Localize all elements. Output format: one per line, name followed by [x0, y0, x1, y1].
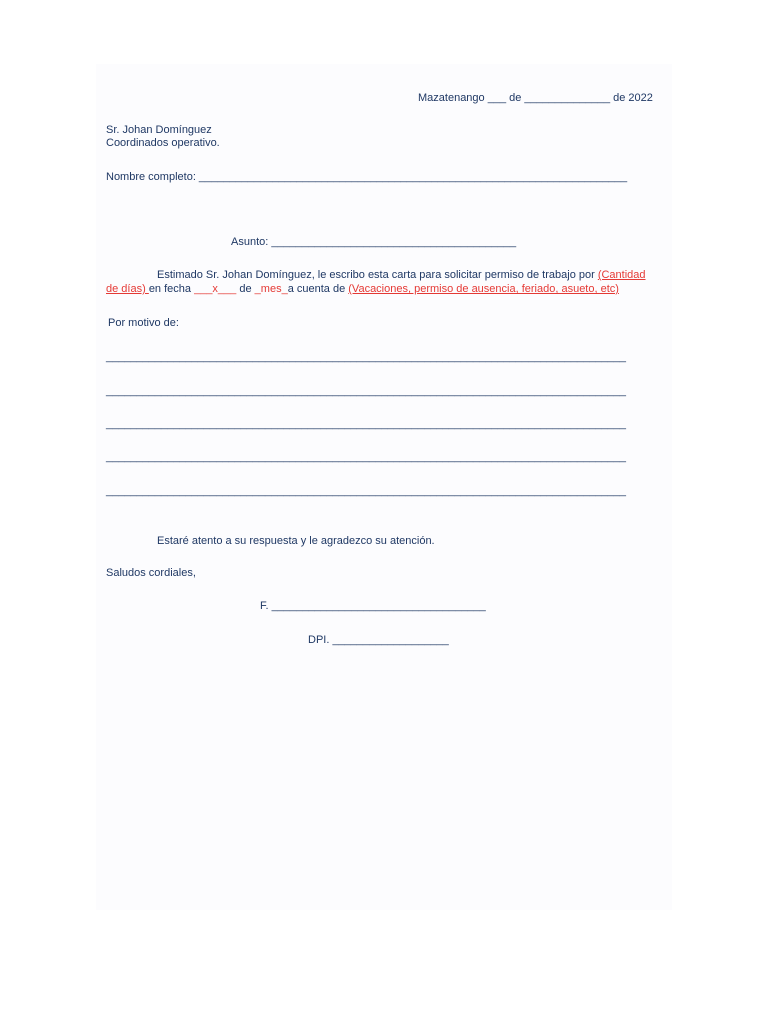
motive-label: Por motivo de:	[108, 317, 179, 329]
motive-line: _____________________________________________________________________________________	[106, 418, 627, 430]
signature-line: F. ___________________________________	[260, 600, 486, 612]
body-intro: Estimado Sr. Johan Domínguez, le escribo esta carta para solicitar permiso de trabajo por	[157, 269, 598, 281]
reason-types: (Vacaciones, permiso de ausencia, feriado, asueto, etc)	[348, 283, 619, 295]
motive-line: _____________________________________________________________________________________	[106, 385, 627, 397]
motive-line: _____________________________________________________________________________________	[106, 351, 627, 363]
en-fecha-text: en fecha	[148, 283, 192, 295]
recipient-role: Coordinados operativo.	[106, 137, 220, 149]
dpi-line: DPI. ___________________	[308, 634, 449, 646]
thanks-text: Estaré atento a su respuesta y le agradezco su atención.	[157, 535, 435, 547]
day-blank: ___x___	[194, 283, 237, 295]
motive-line: _____________________________________________________________________________________	[106, 485, 627, 497]
recipient-name: Sr. Johan Domínguez	[106, 124, 212, 136]
body-paragraph-line-2	[106, 283, 619, 296]
motive-line: _____________________________________________________________________________________	[106, 451, 627, 463]
a-cuenta-text: a cuenta de	[287, 283, 346, 295]
body-paragraph-line-1	[157, 269, 646, 282]
full-name-field: Nombre completo: ______________________________________________________________________	[106, 171, 628, 183]
subject-field: Asunto: ________________________________________	[231, 236, 517, 248]
month-blank: _mes_	[254, 283, 288, 295]
regards-text: Saludos cordiales,	[106, 567, 196, 579]
days-placeholder-start: (Cantidad	[597, 269, 646, 281]
de-text: de	[239, 283, 252, 295]
days-placeholder-end: de días)	[106, 283, 149, 295]
place-date-line: Mazatenango ___ de ______________ de 2022	[418, 92, 653, 104]
